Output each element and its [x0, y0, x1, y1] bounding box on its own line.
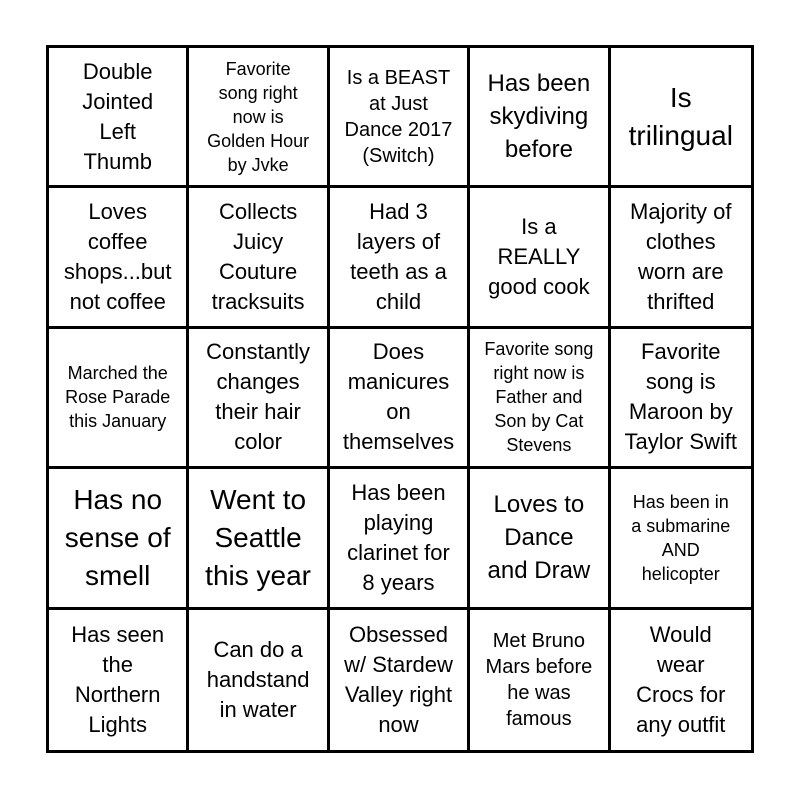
bingo-cell[interactable]: [611, 48, 751, 188]
bingo-cell-text: Has been in a submarine AND helicopter: [631, 491, 731, 584]
bingo-cell-text: Favorite song right now is Father and Son by Cat Stevens: [484, 339, 594, 456]
bingo-cell-text: Is a REALLY good cook: [488, 214, 590, 300]
bingo-cell[interactable]: [49, 329, 189, 469]
bingo-cell-text: Favorite song is Maroon by Taylor Swift: [624, 339, 738, 455]
bingo-cell-text: Has been skydiving before: [487, 70, 591, 164]
bingo-cell-text: Went to Seattle this year: [205, 483, 311, 591]
bingo-cell[interactable]: [189, 329, 329, 469]
bingo-cell-text: Double Jointed Left Thumb: [82, 58, 154, 174]
bingo-cell[interactable]: [611, 329, 751, 469]
bingo-cell[interactable]: [611, 188, 751, 328]
bingo-cell-text: Collects Juicy Couture tracksuits: [211, 199, 305, 315]
bingo-cell-text: Is trilingual: [628, 81, 733, 151]
bingo-cell-text: Has been playing clarinet for 8 years: [347, 479, 450, 595]
bingo-cell[interactable]: [330, 469, 470, 609]
bingo-cell[interactable]: [470, 469, 610, 609]
bingo-cell[interactable]: [189, 610, 329, 750]
bingo-cell[interactable]: [470, 48, 610, 188]
bingo-cell[interactable]: [330, 188, 470, 328]
bingo-cell[interactable]: [189, 469, 329, 609]
bingo-cell[interactable]: [470, 610, 610, 750]
bingo-cell-text: Obsessed w/ Stardew Valley right now: [344, 621, 453, 737]
bingo-cell-text: Would wear Crocs for any outfit: [636, 621, 726, 737]
bingo-cell[interactable]: [330, 329, 470, 469]
bingo-cell-text: Is a BEAST at Just Dance 2017 (Switch): [344, 66, 453, 167]
bingo-cell[interactable]: [470, 188, 610, 328]
bingo-card: [46, 45, 754, 753]
bingo-cell-text: Has seen the Northern Lights: [71, 621, 165, 737]
bingo-cell[interactable]: [330, 48, 470, 188]
bingo-cell[interactable]: [611, 469, 751, 609]
bingo-cell-text: Loves to Dance and Draw: [487, 491, 591, 585]
bingo-cell-text: Loves coffee shops...but not coffee: [63, 199, 172, 315]
bingo-cell-text: Majority of clothes worn are thrifted: [630, 199, 732, 315]
bingo-cell-text: Can do a handstand in water: [206, 636, 310, 722]
bingo-cell-text: Constantly changes their hair color: [206, 339, 311, 455]
bingo-cell-text: Had 3 layers of teeth as a child: [350, 199, 447, 315]
bingo-cell[interactable]: [49, 188, 189, 328]
bingo-cell[interactable]: [49, 469, 189, 609]
bingo-cell[interactable]: [611, 610, 751, 750]
bingo-cell-text: Has no sense of smell: [64, 483, 171, 591]
bingo-cell[interactable]: [470, 329, 610, 469]
bingo-cell[interactable]: [330, 610, 470, 750]
bingo-cell-text: Favorite song right now is Golden Hour by Jvke: [207, 58, 310, 175]
bingo-cell[interactable]: [49, 48, 189, 188]
bingo-cell[interactable]: [189, 188, 329, 328]
bingo-cell[interactable]: [49, 610, 189, 750]
bingo-cell-text: Marched the Rose Parade this January: [65, 363, 171, 432]
bingo-cell-text: Does manicures on themselves: [342, 339, 455, 455]
bingo-cell[interactable]: [189, 48, 329, 188]
bingo-cell-text: Met Bruno Mars before he was famous: [485, 629, 593, 730]
